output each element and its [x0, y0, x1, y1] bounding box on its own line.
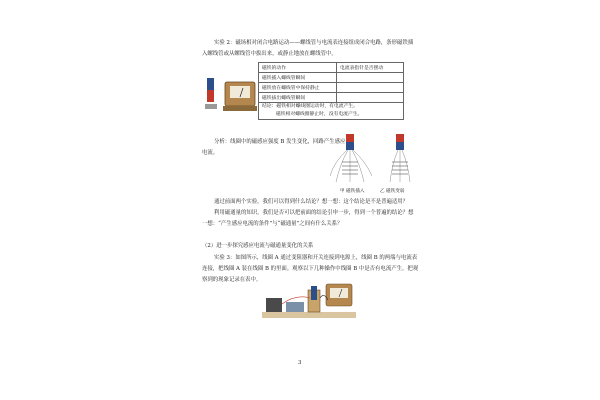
galvanometer-base	[223, 106, 257, 111]
summary-line2: 利用磁通量的知识，我们是否可以把前面的结论引申一步，得到一个普遍的结论？想	[214, 210, 414, 216]
coil-a	[311, 286, 317, 300]
section2-line3: 察到的现象记录在表中。	[202, 277, 262, 283]
conclusion-line2: 磁铁相对螺线圈静止时，没有电流产生。	[276, 112, 363, 117]
caption-b: 乙 磁铁变弱	[380, 189, 405, 194]
section2-line2: 连接，把线圈 A 装在线圈 B 的里面。观察以下几种操作中线圈 B 中是否有电流产生。把观	[202, 266, 419, 272]
magnet-bottom	[207, 90, 214, 102]
table-cell-action: 磁铁放在螺线管中保持静止	[259, 83, 337, 93]
section2-title: （2）进一步探究感应电流与磁通量变化的关系	[202, 243, 314, 249]
table-top	[262, 312, 356, 318]
magnet-n-pole	[346, 134, 354, 142]
section2-line1: 实验 3：如图所示，线圈 A 通过变阻器和开关连接到电源上，线圈 B 的两端与电流表	[214, 255, 418, 261]
battery	[266, 298, 282, 312]
magnetic-field-diagram-a	[330, 132, 372, 184]
exp2-line1: 实验 2：磁场相对闭合电路运动——螺线管与电流表连接组成闭合电路，条形磁铁插	[214, 40, 414, 46]
page-number: 3	[298, 360, 302, 366]
experiment-table	[258, 62, 404, 120]
table-header-deflection: 电流表指针是否摆动	[337, 63, 404, 73]
analysis-line2: 电流。	[202, 150, 219, 156]
table-cell-result	[337, 93, 404, 103]
magnet-s-pole	[346, 142, 354, 150]
table-conclusion-row	[259, 103, 404, 120]
magnet-n-pole	[396, 134, 404, 142]
table-cell-action: 磁铁插入螺线管瞬间	[259, 73, 337, 83]
analysis-line1: 分析：线圈中的磁感应强度 B 发生变化，回路产生感应	[214, 139, 346, 145]
exp2-line2: 入螺线管或从螺线管中拔出来，或静止地放在螺线管中。	[202, 51, 337, 57]
table-cell-result	[337, 83, 404, 93]
conclusion-line1	[262, 103, 400, 111]
table-row	[259, 83, 404, 93]
coil-base	[205, 104, 217, 109]
table-row	[259, 73, 404, 83]
conclusion-text1: 磁铁相对螺线圈运动时，有电流产生。	[276, 104, 358, 109]
magnet-s-pole	[396, 142, 404, 150]
table-conclusion-cell	[259, 103, 404, 120]
caption-a: 甲 磁铁插入	[340, 189, 365, 194]
summary-line3: 一想：“产生感应电流的条件”与“磁通量”之间有什么关系？	[202, 221, 343, 227]
conclusion-label: 结论：	[262, 104, 277, 109]
summary-line1: 通过前面两个实验，我们可以得到什么结论？想一想：这个结论是不是普遍适用？	[214, 199, 409, 205]
coil-apparatus-figure	[262, 278, 356, 320]
table-cell-result	[337, 73, 404, 83]
table-header-row	[259, 63, 404, 73]
solenoid-apparatus-figure	[203, 76, 259, 114]
table-header-action: 磁铁的动作	[259, 63, 337, 73]
rheostat	[286, 302, 304, 312]
magnetic-field-diagram-b	[382, 132, 418, 184]
table-row	[259, 93, 404, 103]
table-cell-action: 磁铁拔出螺线管瞬间	[259, 93, 337, 103]
